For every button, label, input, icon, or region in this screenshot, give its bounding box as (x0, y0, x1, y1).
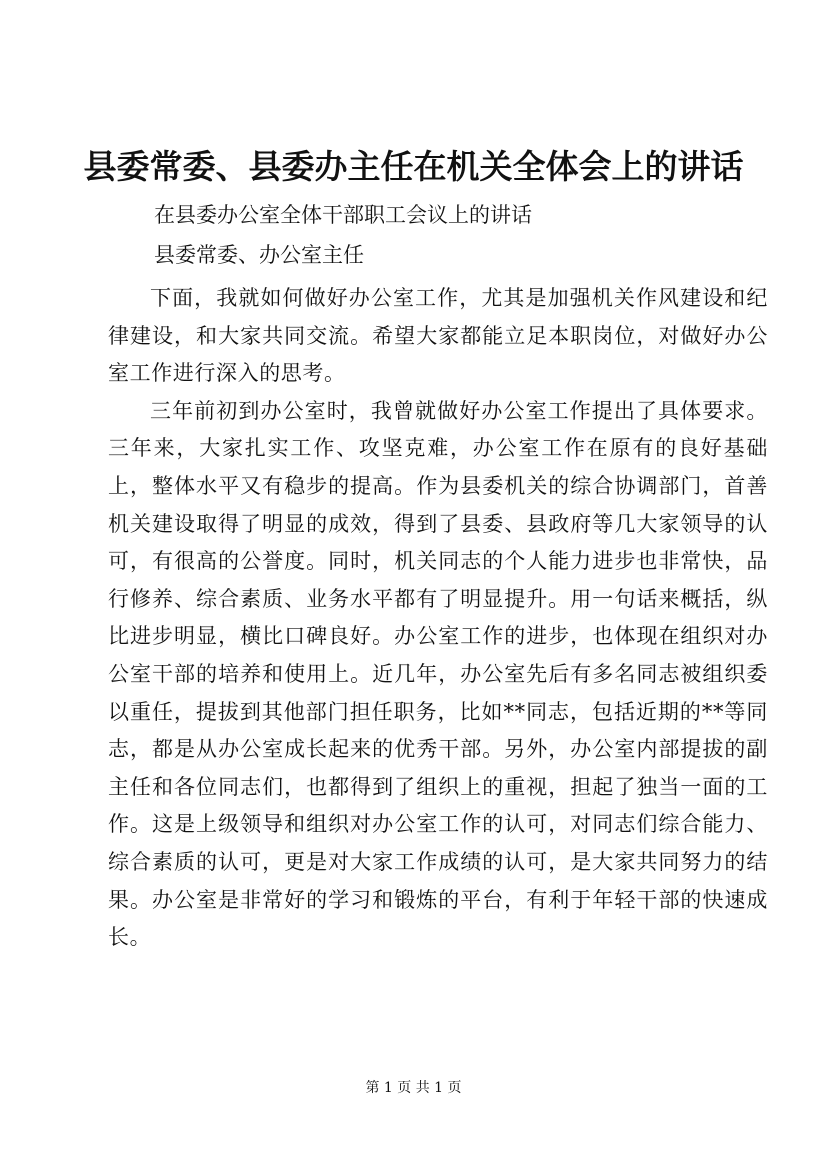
body-paragraph: 三年前初到办公室时，我曾就做好办公室工作提出了具体要求。三年来，大家扎实工作、攻坚克难，办公室工作在原有的良好基础上，整体水平又有稳步的提高。作为县委机关的综合协调部门，首善机关建设取得了明显的成效，得到了县委、县政府等几大家领导的认可，有很高的公誉度。同时，机关同志的个人能力进步也非常快，品行修养、综合素质、业务水平都有了明显提升。用一句话来概括，纵比进步明显，横比口碑良好。办公室工作的进步，也体现在组织对办公室干部的培养和使用上。近几年，办公室先后有多名同志被组织委以重任，提拔到其他部门担任职务，比如**同志，包括近期的**等同志，都是从办公室成长起来的优秀干部。另外，办公室内部提拔的副主任和各位同志们，也都得到了组织上的重视，担起了独当一面的工作。这是上级领导和组织对办公室工作的认可，对同志们综合能力、综合素质的认可，更是对大家工作成绩的认可，是大家共同努力的结果。办公室是非常好的学习和锻炼的平台，有利于年轻干部的快速成长。 (108, 398, 768, 950)
document-body (108, 280, 768, 957)
body-paragraph: 下面，我就如何做好办公室工作，尤其是加强机关作风建设和纪律建设，和大家共同交流。希望大家都能立足本职岗位，对做好办公室工作进行深入的思考。 (108, 286, 768, 386)
page-number-footer: 第 1 页 共 1 页 (365, 1080, 462, 1096)
document-title: 县委常委、县委办主任在机关全体会上的讲话 (83, 147, 744, 186)
document-subtitle: 在县委办公室全体干部职工会议上的讲话 (154, 203, 532, 227)
document-author: 县委常委、办公室主任 (154, 243, 364, 267)
